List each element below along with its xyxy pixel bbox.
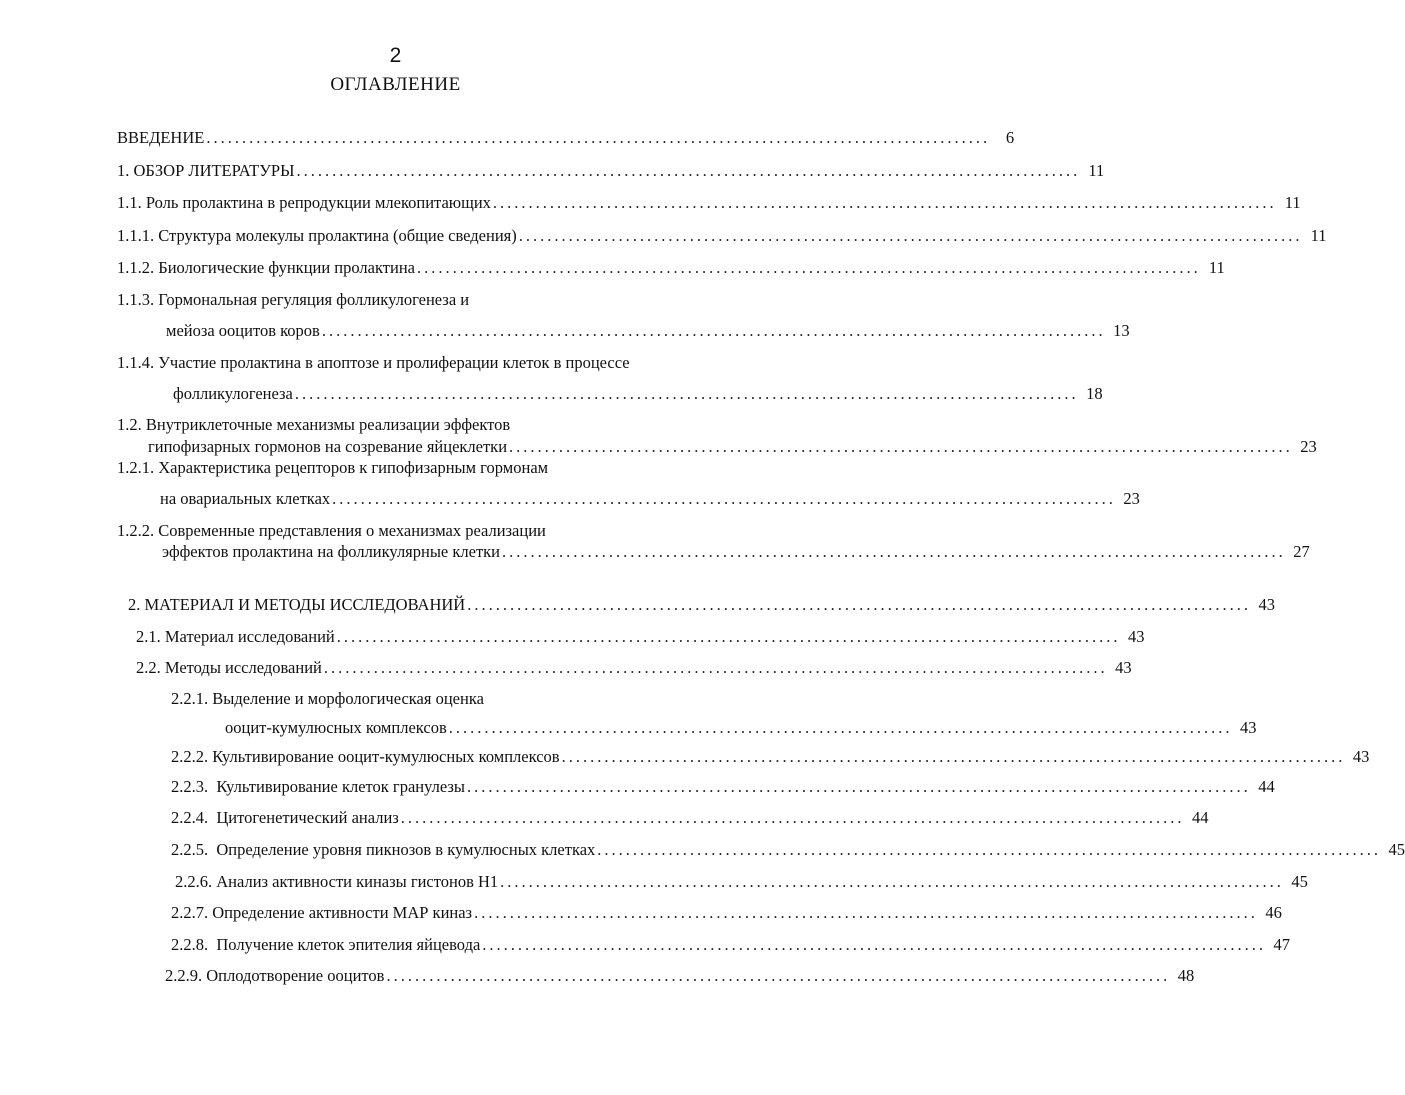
toc-leader: .............................................................................................................. (206, 128, 991, 147)
toc-page-number: 6 (1005, 128, 1015, 147)
toc-entry-text: 1.1. Роль пролактина в репродукции млекопитающих (117, 193, 491, 212)
toc-leader: .............................................................................................................. (321, 321, 1106, 340)
toc-entry-1-2-1[interactable] (160, 489, 1140, 509)
toc-entry-text: 2.2.7. Определение активности МАР киназ (171, 903, 473, 922)
toc-entry-2[interactable] (128, 595, 1275, 615)
toc-leader: .............................................................................................................. (492, 193, 1277, 212)
toc-leader: .............................................................................................................. (386, 966, 1171, 985)
toc-entry-text: гипофизарных гормонов на созревание яйцеклетки (148, 437, 508, 456)
toc-entry-text: ВВЕДЕНИЕ (117, 128, 205, 147)
toc-entry-1-1-3[interactable] (166, 321, 1130, 341)
toc-entry-2-2-4[interactable] (171, 808, 1209, 828)
toc-page-number: 11 (1208, 258, 1225, 277)
toc-leader: .............................................................................................................. (296, 161, 1081, 180)
toc-leader: .............................................................................................................. (467, 595, 1251, 614)
toc-leader: .............................................................................................................. (482, 935, 1267, 954)
page-number: 2 (389, 44, 402, 67)
toc-entry-text: 2.1. Материал исследований (136, 627, 335, 646)
toc-entry-2-2-8[interactable] (171, 935, 1291, 955)
toc-entry-text: 1. ОБЗОР ЛИТЕРАТУРЫ (117, 161, 295, 180)
toc-page-number: 43 (1115, 658, 1132, 677)
toc-page-number: 43 (1258, 595, 1275, 614)
toc-leader: .............................................................................................................. (502, 542, 1286, 561)
toc-leader: .............................................................................................................. (597, 840, 1382, 859)
toc-page-number: 23 (1300, 437, 1317, 456)
toc-page-number: 44 (1258, 777, 1275, 796)
toc-leader: .............................................................................................................. (518, 226, 1303, 245)
toc-entry-2-2-5[interactable] (171, 840, 1405, 860)
toc-page-number: 23 (1123, 489, 1140, 508)
toc-entry-text: 2.2.9. Оплодотворение ооцитов (165, 966, 385, 985)
toc-entry-2-2-1[interactable] (225, 718, 1257, 738)
toc-entry-1-2-1-line1[interactable]: 1.2.1. Характеристика рецепторов к гипофизарным гормонам (117, 458, 549, 477)
toc-entry-1-2[interactable] (148, 437, 1317, 457)
toc-entry-1-1-4[interactable] (173, 384, 1103, 404)
toc-entry-1[interactable] (117, 161, 1105, 181)
toc-entry-text: 2.2. Методы исследований (136, 658, 322, 677)
toc-page-number: 43 (1127, 627, 1145, 646)
toc-leader: .............................................................................................................. (400, 808, 1185, 827)
toc-page-number: 47 (1273, 935, 1291, 954)
toc-leader: .............................................................................................................. (509, 437, 1293, 456)
toc-entry-1-1-1[interactable] (117, 226, 1327, 246)
toc-entry-1-1-2[interactable] (117, 258, 1225, 278)
toc-entry-text: 2.2.3. Культивирование клеток гранулезы (171, 777, 465, 796)
toc-entry-1-2-2-line1[interactable]: 1.2.2. Современные представления о механизмах реализации (117, 521, 546, 540)
toc-entry-text: 2.2.2. Культивирование ооцит-кумулюсных комплексов (171, 747, 560, 766)
toc-leader: .............................................................................................................. (474, 903, 1258, 922)
toc-entry-1-2-line1[interactable]: 1.2. Внутриклеточные механизмы реализации эффектов (117, 415, 511, 434)
toc-leader: .............................................................................................................. (332, 489, 1116, 508)
toc-page-number: 48 (1177, 966, 1195, 985)
toc-entry-text: эффектов пролактина на фолликулярные клетки (162, 542, 501, 561)
toc-entry-2-2-6[interactable] (175, 872, 1308, 892)
toc-leader: .............................................................................................................. (500, 872, 1284, 891)
toc-entry-text: фолликулогенеза (173, 384, 293, 403)
toc-entry-text: 2. МАТЕРИАЛ И МЕТОДЫ ИССЛЕДОВАНИЙ (128, 595, 466, 614)
toc-entry-2-2-2[interactable] (171, 747, 1370, 767)
toc-page-number: 13 (1113, 321, 1130, 340)
toc-entry-2-2[interactable] (136, 658, 1132, 678)
toc-entry-1-1-3-line1[interactable]: 1.1.3. Гормональная регуляция фолликулогенеза и (117, 290, 470, 309)
toc-entry-text: 2.2.5. Определение уровня пикнозов в кумулюсных клетках (171, 840, 596, 859)
toc-entry-text: 2.2.4. Цитогенетический анализ (171, 808, 399, 827)
toc-leader: .............................................................................................................. (416, 258, 1201, 277)
toc-entry-text: 2.2.8. Получение клеток эпителия яйцевода (171, 935, 481, 954)
toc-page-number: 43 (1352, 747, 1370, 766)
toc-page-number: 45 (1291, 872, 1308, 891)
toc-entry-1-1-4-line1[interactable]: 1.1.4. Участие пролактина в апоптозе и пролиферации клеток в процессе (117, 353, 630, 372)
toc-entry-text: 1.1.2. Биологические функции пролактина (117, 258, 415, 277)
toc-leader: .............................................................................................................. (336, 627, 1121, 646)
toc-entry-2-2-3[interactable] (171, 777, 1275, 797)
toc-entry-2-2-9[interactable] (165, 966, 1195, 986)
toc-entry-text: на овариальных клетках (160, 489, 331, 508)
toc-entry-2-2-7[interactable] (171, 903, 1282, 923)
toc-entry-intro[interactable] (117, 128, 1015, 148)
toc-entry-text: мейоза ооцитов коров (166, 321, 320, 340)
toc-page-number: 11 (1088, 161, 1105, 180)
toc-page-number: 44 (1192, 808, 1209, 827)
toc-leader: .............................................................................................................. (323, 658, 1108, 677)
toc-entry-text: 1.1.1. Структура молекулы пролактина (общие сведения) (117, 226, 517, 245)
toc-leader: .............................................................................................................. (448, 718, 1233, 737)
toc-entry-text: 2.2.6. Анализ активности киназы гистонов Н1 (175, 872, 499, 891)
toc-entry-1-1[interactable] (117, 193, 1301, 213)
toc-entry-1-2-2[interactable] (162, 542, 1310, 562)
toc-page-number: 11 (1310, 226, 1327, 245)
toc-page-number: 27 (1293, 542, 1310, 561)
toc-leader: .............................................................................................................. (294, 384, 1079, 403)
toc-page-number: 46 (1265, 903, 1282, 922)
toc-entry-text: ооцит-кумулюсных комплексов (225, 718, 447, 737)
page-title: ОГЛАВЛЕНИЕ (330, 74, 461, 95)
toc-entry-2-2-1-line1[interactable]: 2.2.1. Выделение и морфологическая оценка (171, 689, 484, 708)
toc-page-number: 11 (1284, 193, 1301, 212)
toc-page-number: 18 (1086, 384, 1103, 403)
toc-leader: .............................................................................................................. (561, 747, 1346, 766)
toc-leader: .............................................................................................................. (466, 777, 1251, 796)
toc-page-number: 43 (1240, 718, 1257, 737)
toc-page-number: 45 (1388, 840, 1405, 859)
toc-entry-2-1[interactable] (136, 627, 1145, 647)
